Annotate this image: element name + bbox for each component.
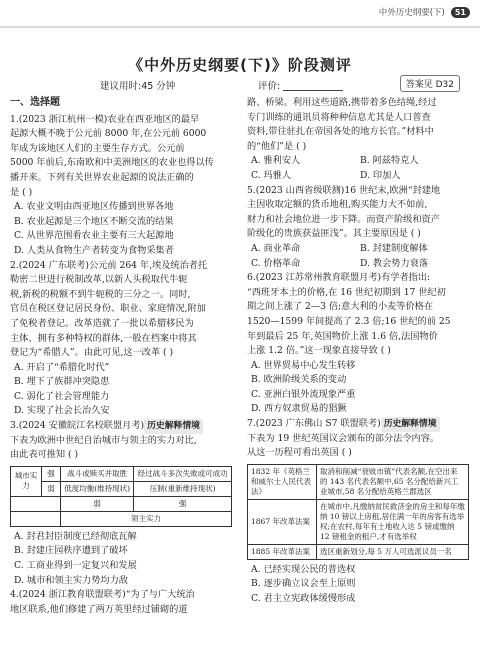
q1-line: 5000 年前后,东南欧和中美洲地区的农业也得以传 <box>10 157 214 169</box>
section-heading: 一、选择题 <box>10 97 60 108</box>
law-name: 1867 年改革法案 <box>248 499 317 544</box>
suggested-time: 建议用时:45 分钟 <box>100 81 176 92</box>
q3-intro: 3.(2024 安徽皖江名校联盟月考) <box>10 420 145 432</box>
col-strong: 强 <box>134 496 232 511</box>
q5-option-c[interactable]: C. 价格革命 <box>251 257 301 269</box>
q2-line: 主体、拥有多种特权的群体,一般在档案中将其 <box>10 332 197 344</box>
q1-line: 起源大概不晚于公元前 8000 年,在公元前 6000 <box>10 128 207 140</box>
q6-option-d[interactable]: D. 西方奴隶贸易的猖獗 <box>251 403 347 415</box>
q5-line: 5.(2023 山西省级联测)16 世纪末,欧洲“封建地 <box>247 184 441 196</box>
cell-c2-top: 经过战斗多次失败或可成功 <box>134 466 232 481</box>
q6-line: 年到最后 25 年,英国物价上涨 1.6 倍,法国物价 <box>247 330 438 342</box>
law-name: 1885 年改革法案 <box>248 544 317 559</box>
row-weak: 弱 <box>42 481 61 496</box>
row-label-city: 城市实力 <box>11 466 42 496</box>
q1-line: 是 ( ) <box>10 186 33 198</box>
q1-line: 1.(2023 浙江杭州一模)农业在西亚地区的最早 <box>10 113 200 125</box>
q5-option-d[interactable]: D. 教会势力衰落 <box>360 257 429 269</box>
law-content: 取消和削减“衰败市镇”代表名额,在空出来的 143 名代表名额中,65 名分配给新兴工业城市,58 名分配给英格兰郡选区 <box>317 464 469 499</box>
q1-option-d[interactable]: D. 人类从食物生产者转变为食物采集者 <box>14 244 174 256</box>
q2-line: 官员在税区登记居民身份、职业、家庭情况,附加 <box>10 303 206 315</box>
q6-line: 6.(2023 江苏常州教育联盟月考)有学者指出: <box>247 272 431 284</box>
question-1 <box>10 113 232 259</box>
q4-option-b[interactable]: B. 阿兹特克人 <box>360 155 419 167</box>
q7-option-b[interactable]: B. 逐步确立议会至上原则 <box>251 578 356 590</box>
col-footer: 领主实力 <box>61 511 232 526</box>
question-2 <box>10 259 232 420</box>
q7-option-c[interactable]: C. 君主立宪政体缓慢形成 <box>251 593 356 605</box>
question-7 <box>247 417 469 607</box>
q6-line: 上涨 1.2 倍。”这一现象直接导致 ( ) <box>247 345 391 357</box>
q4-options-row <box>247 154 469 169</box>
question-6 <box>247 271 469 417</box>
law-content: 在城市中,凡缴纳贫民救济金的房主和每年缴纳 10 镑以上房租,居住满一年的房客有选举权;在农村,每年有土地收入达 5 镑或缴纳 12 镑租金的租户,才有选举权 <box>317 499 469 544</box>
law-table <box>247 464 469 560</box>
q6-option-a[interactable]: A. 世界贸易中心发生转移 <box>251 359 356 371</box>
q3-option-b[interactable]: B. 封建庄园秩序遭到了破坏 <box>14 545 128 557</box>
q1-line: 播开来。下列有关世界农业起源的说法正确的 <box>10 171 194 183</box>
page-number: 51 <box>451 7 470 18</box>
q6-option-c[interactable]: C. 亚洲白银外流现象严重 <box>251 388 356 400</box>
q2-option-c[interactable]: C. 弱化了社会管理能力 <box>14 390 110 402</box>
q4-line: 资料,带往驻扎在帝国各处的地方长官。”材料中 <box>247 126 434 138</box>
book-name: 中外历史纲要(下) <box>378 8 445 18</box>
empty-corner <box>11 496 61 511</box>
q1-option-c[interactable]: C. 从世界范围看农业主要有三大起源地 <box>14 230 174 242</box>
q7-intro: 7.(2023 广东佛山 S7 联盟联考) <box>247 418 381 430</box>
q1-line: 年成为该地区人们的主要生存方式。公元前 <box>10 142 185 154</box>
q6-option-b[interactable]: B. 欧洲阶级关系的变动 <box>251 374 347 386</box>
q7-option-a[interactable]: A. 已经实现公民的普选权 <box>251 563 356 575</box>
q4-line: 4.(2024 浙江教育联盟联考)“为了与广大统治 <box>10 589 195 601</box>
q5-line: 阶级化的贵族获益匪浅”。其主要原因是 ( ) <box>247 228 421 240</box>
q7-context-tag: 历史解释情境 <box>381 417 440 432</box>
q6-line: “西班牙本土的价格,在 16 世纪初期到 17 世纪初 <box>247 286 446 298</box>
q2-option-b[interactable]: B. 埋下了族群冲突隐患 <box>14 376 110 388</box>
q4-option-a[interactable]: A. 雅利安人 <box>251 155 301 167</box>
question-5 <box>247 184 469 272</box>
row-strong: 强 <box>42 466 61 481</box>
evaluation-label: 评价: <box>258 81 281 92</box>
q4-line: 专门训练的通讯员将种种信息尤其是人口普查 <box>247 111 431 123</box>
q4-line: 的“他们”是 ( ) <box>247 140 307 152</box>
table-row <box>248 499 469 544</box>
question-4-start <box>10 588 232 617</box>
city-lord-table <box>10 466 232 527</box>
q2-line: 2.(2024 广东联考)公元前 264 年,埃及统治者托 <box>10 259 208 271</box>
q5-option-a[interactable]: A. 商业革命 <box>251 242 301 254</box>
q2-line: 勒密二世进行税制改革,以新人头税取代牛轭 <box>10 274 188 286</box>
q4-line: 路、桥梁。利用这些道路,携带着多色结绳,经过 <box>247 97 437 108</box>
empty-corner-2 <box>11 511 61 526</box>
q2-option-a[interactable]: A. 开启了“希腊化时代” <box>14 361 110 373</box>
q4-line: 地区联系,他们修建了两万英里经过铺砌的道 <box>10 603 188 615</box>
cell-c1-top: 战斗或赎买并取胜 <box>61 466 134 481</box>
q1-option-b[interactable]: B. 农业起源是三个地区不断交流的结果 <box>14 215 174 227</box>
q3-intro-line <box>10 419 232 434</box>
q4-options-row <box>247 169 469 184</box>
q2-option-d[interactable]: D. 实现了社会长治久安 <box>14 405 110 417</box>
evaluation <box>258 78 343 92</box>
q6-line: 1520—1599 年间提高了 2.3 倍;16 世纪的前 25 <box>247 315 451 327</box>
q5-line: 财力和社会地位进一步下降。而资产阶级和资产 <box>247 213 440 225</box>
col-weak: 弱 <box>61 496 134 511</box>
q3-line: 下表为欧洲中世纪自治城市与领主的实力对比, <box>10 434 197 446</box>
q6-line: 期之间上涨了 2—3 倍;意大利的小麦等价格在 <box>247 301 434 313</box>
cell-c2-bottom: 压制(重新维持现状) <box>134 481 232 496</box>
page-title: 《中外历史纲要(下)》阶段测评 <box>128 56 352 74</box>
q2-line: 了免税者登记。改革造就了一批以希腊移民为 <box>10 317 194 329</box>
question-3 <box>10 419 232 588</box>
q3-context-tag: 历史解释情境 <box>144 419 203 434</box>
q4-option-c[interactable]: C. 玛雅人 <box>251 169 292 181</box>
q7-line: 从这一历程可看出英国 ( ) <box>247 447 352 459</box>
q4-option-d[interactable]: D. 印加人 <box>360 169 401 181</box>
q5-line: 主因收取定额的货币地租,购买能力大不如前, <box>247 199 428 211</box>
q3-line: 由此表可推知 ( ) <box>10 449 79 461</box>
answer-reference: 答案见 D32 <box>400 75 460 92</box>
q5-options-row <box>247 242 469 257</box>
question-4-cont <box>247 96 469 184</box>
table-row <box>248 544 469 559</box>
q3-option-d[interactable]: D. 城市和领主实力势均力敌 <box>14 574 128 586</box>
q5-option-b[interactable]: B. 封建制度解体 <box>360 242 428 254</box>
q1-option-a[interactable]: A. 农业文明由西亚地区传播到世界各地 <box>14 201 174 213</box>
evaluation-blank <box>283 90 343 91</box>
q3-option-c[interactable]: C. 工商业得到一定复兴和发展 <box>14 560 137 572</box>
law-content: 选区重新划分,每 5 万人可选派议员一名 <box>317 544 469 559</box>
q3-option-a[interactable]: A. 封君封臣制度已经彻底瓦解 <box>14 530 137 542</box>
cell-c1-bottom: 低度均衡(维持现状) <box>61 481 134 496</box>
header-band <box>0 0 480 28</box>
right-column <box>247 96 469 607</box>
left-column <box>10 96 232 617</box>
header-right <box>379 6 470 18</box>
q2-line: 税,新税的税额不到牛轭税的三分之一。同时, <box>10 288 191 300</box>
q7-line: 下表为 19 世纪英国议会颁布的部分法令内容。 <box>247 432 440 444</box>
q5-options-row <box>247 257 469 272</box>
law-name: 1832 年《英格兰和威尔士人民代表法》 <box>248 464 317 499</box>
q2-line: 登记为“希腊人”。由此可见,这一改革 ( ) <box>10 347 174 359</box>
q7-intro-line <box>247 417 469 432</box>
table-row <box>248 464 469 499</box>
